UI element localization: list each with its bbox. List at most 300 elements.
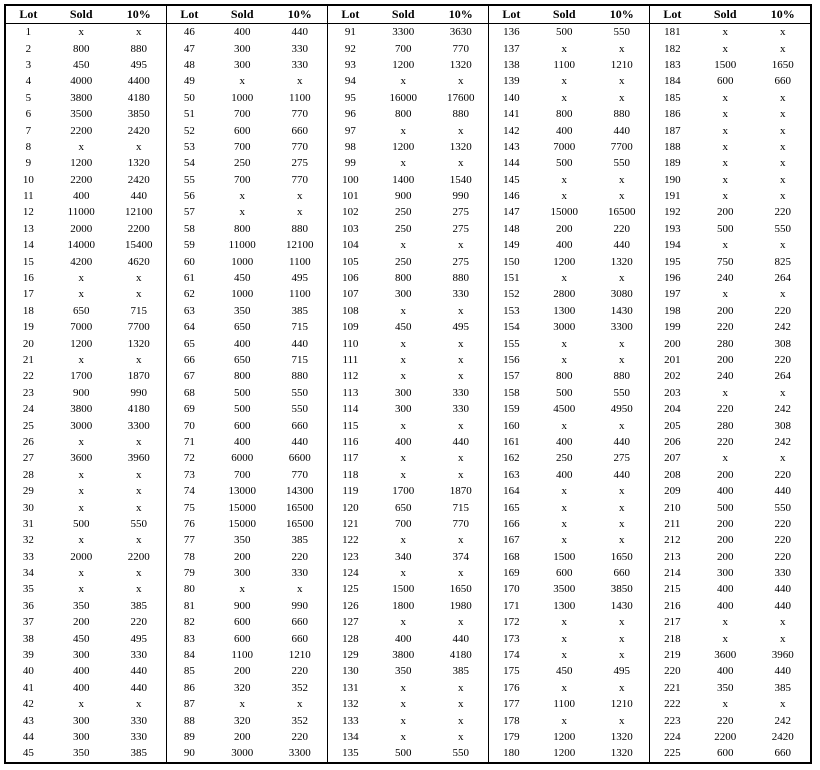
percent-cell: x (780, 239, 786, 252)
percent-cell: 242 (774, 321, 792, 334)
lot-cell: 37 (22, 616, 34, 629)
sold-cell: 650 (233, 321, 251, 334)
table-row (6, 680, 166, 696)
lot-cell: 38 (22, 632, 34, 645)
sold-cell: 15000 (228, 517, 256, 530)
table-row (167, 680, 327, 696)
percent-cell: 3850 (610, 583, 633, 596)
percent-cell: 275 (452, 206, 470, 219)
sold-cell: 16000 (389, 91, 417, 104)
table-row (167, 172, 327, 188)
table-row (328, 172, 488, 188)
table-row (6, 450, 166, 466)
lot-cell: 10 (22, 173, 34, 186)
lot-cell: 140 (503, 91, 520, 104)
sold-cell: 650 (394, 501, 412, 514)
table-row (328, 270, 488, 286)
table-row (6, 172, 166, 188)
sold-cell: 4000 (70, 75, 93, 88)
table-row (489, 139, 649, 155)
table-row (167, 221, 327, 237)
percent-header: 10% (595, 6, 649, 24)
lot-cell: 58 (183, 222, 195, 235)
sold-cell: x (239, 75, 245, 88)
percent-cell: 550 (613, 157, 631, 170)
lot-table (328, 6, 488, 762)
lot-cell: 11 (23, 190, 34, 203)
lot-sales-table (4, 4, 812, 764)
sold-cell: 200 (716, 304, 734, 317)
percent-cell: 308 (774, 337, 792, 350)
percent-cell: 275 (291, 157, 309, 170)
percent-cell: 12100 (125, 206, 153, 219)
sold-cell: 300 (716, 567, 734, 580)
percent-cell: x (458, 730, 464, 743)
percent-cell: 16500 (286, 517, 314, 530)
sold-cell: 300 (394, 386, 412, 399)
lot-cell: 103 (342, 222, 359, 235)
lot-cell: 214 (664, 567, 681, 580)
percent-cell: x (619, 714, 625, 727)
lot-cell: 137 (503, 42, 520, 55)
percent-cell: x (619, 534, 625, 547)
sold-cell: 400 (233, 26, 251, 39)
table-row (650, 499, 810, 515)
sold-cell: 3800 (70, 91, 93, 104)
table-row (489, 598, 649, 614)
table-row (328, 434, 488, 450)
table-row (489, 647, 649, 663)
percent-cell: 550 (774, 222, 792, 235)
table-row (167, 434, 327, 450)
percent-cell: x (136, 485, 142, 498)
lot-cell: 205 (664, 419, 681, 432)
percent-cell: 550 (452, 747, 470, 760)
percent-cell: 385 (291, 304, 309, 317)
percent-cell: 220 (774, 517, 792, 530)
lot-cell: 2 (25, 42, 32, 55)
table-row (489, 335, 649, 351)
sold-cell: x (400, 157, 406, 170)
table-row (489, 467, 649, 483)
sold-cell: 350 (233, 304, 251, 317)
lot-cell: 18 (22, 304, 34, 317)
lot-cell: 181 (664, 26, 681, 39)
percent-cell: x (297, 583, 303, 596)
percent-cell: 1210 (610, 698, 633, 711)
percent-cell: 2420 (127, 124, 150, 137)
table-row (328, 40, 488, 56)
table-block-2 (166, 6, 327, 762)
percent-cell: x (458, 75, 464, 88)
lot-cell: 85 (183, 665, 195, 678)
percent-cell: 440 (613, 124, 631, 137)
sold-cell: 750 (716, 255, 734, 268)
table-row (167, 155, 327, 171)
sold-cell: 280 (716, 419, 734, 432)
lot-cell: 34 (22, 567, 34, 580)
percent-cell: 825 (774, 255, 792, 268)
sold-cell: 400 (233, 337, 251, 350)
table-row (6, 90, 166, 106)
sold-cell: 2000 (70, 222, 93, 235)
lot-cell: 74 (183, 485, 195, 498)
sold-cell: x (78, 288, 84, 301)
sold-cell: x (561, 517, 567, 530)
table-row (650, 680, 810, 696)
table-row (328, 319, 488, 335)
lot-cell: 180 (503, 747, 520, 760)
sold-cell: x (722, 698, 728, 711)
lot-cell: 48 (183, 58, 195, 71)
table-row (6, 385, 166, 401)
sold-cell: x (400, 337, 406, 350)
table-row (650, 663, 810, 679)
percent-header: 10% (112, 6, 166, 24)
lot-cell: 89 (183, 730, 195, 743)
table-row (489, 417, 649, 433)
sold-cell: 600 (555, 567, 573, 580)
table-row (328, 745, 488, 761)
sold-cell: 220 (716, 403, 734, 416)
table-row (489, 729, 649, 745)
percent-cell: 1100 (289, 288, 311, 301)
sold-cell: 4200 (70, 255, 93, 268)
lot-cell: 47 (183, 42, 195, 55)
sold-cell: x (561, 485, 567, 498)
percent-cell: x (458, 370, 464, 383)
table-row (328, 24, 488, 41)
sold-cell: x (561, 75, 567, 88)
table-row (328, 352, 488, 368)
table-row (167, 90, 327, 106)
percent-cell: 4180 (449, 649, 472, 662)
table-row (489, 565, 649, 581)
sold-cell: x (400, 75, 406, 88)
table-row (650, 172, 810, 188)
sold-cell: 200 (233, 550, 251, 563)
lot-cell: 3 (25, 58, 32, 71)
table-row (650, 286, 810, 302)
table-row (167, 598, 327, 614)
percent-cell: 264 (774, 370, 792, 383)
sold-cell: 450 (72, 58, 90, 71)
percent-cell: 715 (291, 321, 309, 334)
sold-cell: 400 (716, 583, 734, 596)
percent-cell: 770 (452, 42, 470, 55)
lot-cell: 19 (22, 321, 34, 334)
lot-cell: 195 (664, 255, 681, 268)
lot-cell: 148 (503, 222, 520, 235)
sold-cell: 400 (716, 665, 734, 678)
table-row (6, 434, 166, 450)
percent-cell: 220 (774, 304, 792, 317)
lot-cell: 145 (503, 173, 520, 186)
table-row (650, 614, 810, 630)
lot-cell: 24 (22, 403, 34, 416)
lot-cell: 147 (503, 206, 520, 219)
table-row (328, 499, 488, 515)
table-row (328, 57, 488, 73)
sold-cell: x (239, 583, 245, 596)
table-row (489, 188, 649, 204)
lot-cell: 190 (664, 173, 681, 186)
lot-cell: 1 (25, 26, 32, 39)
table-row (650, 565, 810, 581)
lot-cell: 139 (503, 75, 520, 88)
sold-cell: x (78, 698, 84, 711)
percent-cell: 440 (613, 239, 631, 252)
sold-cell: 3000 (231, 747, 254, 760)
table-row (167, 139, 327, 155)
lot-cell: 202 (664, 370, 681, 383)
table-row (167, 352, 327, 368)
percent-cell: 374 (452, 550, 470, 563)
lot-cell: 92 (344, 42, 356, 55)
percent-cell: 16500 (608, 206, 636, 219)
table-row (167, 467, 327, 483)
sold-cell: 1200 (392, 58, 415, 71)
percent-cell: 440 (774, 583, 792, 596)
sold-cell: x (400, 452, 406, 465)
lot-cell: 110 (342, 337, 359, 350)
sold-cell: 1700 (70, 370, 93, 383)
percent-cell: 4180 (127, 403, 150, 416)
sold-cell: 1500 (553, 550, 576, 563)
sold-cell: 240 (716, 272, 734, 285)
percent-cell: 3080 (610, 288, 633, 301)
sold-header: Sold (534, 6, 595, 24)
percent-cell: 3850 (127, 108, 150, 121)
percent-cell: 352 (291, 681, 309, 694)
table-row (167, 237, 327, 253)
sold-cell: 200 (233, 730, 251, 743)
lot-cell: 144 (503, 157, 520, 170)
sold-cell: 1700 (392, 485, 415, 498)
lot-cell: 69 (183, 403, 195, 416)
table-row (489, 352, 649, 368)
table-row (650, 24, 810, 41)
percent-cell: x (780, 26, 786, 39)
lot-cell: 122 (342, 534, 359, 547)
lot-cell: 182 (664, 42, 681, 55)
table-row (489, 253, 649, 269)
lot-cell: 108 (342, 304, 359, 317)
table-row (489, 614, 649, 630)
sold-cell: 400 (555, 468, 573, 481)
lot-cell: 29 (22, 485, 34, 498)
table-row (328, 663, 488, 679)
lot-cell: 68 (183, 386, 195, 399)
percent-cell: x (619, 616, 625, 629)
sold-cell: x (722, 632, 728, 645)
sold-cell: x (722, 239, 728, 252)
percent-cell: 1320 (449, 140, 472, 153)
lot-cell: 35 (22, 583, 34, 596)
sold-cell: 700 (233, 140, 251, 153)
sold-cell: 650 (233, 354, 251, 366)
table-row (328, 335, 488, 351)
lot-cell: 159 (503, 403, 520, 416)
sold-cell: x (78, 567, 84, 580)
lot-cell: 129 (342, 649, 359, 662)
table-row (650, 385, 810, 401)
lot-cell: 216 (664, 599, 681, 612)
lot-cell: 191 (664, 190, 681, 203)
percent-cell: 330 (130, 730, 148, 743)
table-row (167, 24, 327, 41)
sold-cell: 6000 (231, 452, 254, 465)
table-row (489, 450, 649, 466)
percent-cell: 330 (291, 58, 309, 71)
percent-cell: x (619, 272, 625, 285)
table-row (489, 630, 649, 646)
percent-cell: x (619, 501, 625, 514)
table-row (167, 204, 327, 220)
table-row (6, 286, 166, 302)
percent-cell: 1430 (610, 304, 633, 317)
percent-cell: 2420 (771, 730, 794, 743)
sold-cell: 200 (716, 517, 734, 530)
header-row (6, 6, 166, 24)
sold-cell: 800 (394, 108, 412, 121)
sold-cell: 1100 (553, 58, 575, 71)
percent-cell: 220 (774, 550, 792, 563)
table-row (6, 630, 166, 646)
sold-cell: 1300 (553, 304, 576, 317)
percent-cell: 495 (130, 632, 148, 645)
percent-cell: x (458, 616, 464, 629)
percent-cell: 1540 (449, 173, 472, 186)
sold-cell: x (722, 157, 728, 170)
lot-cell: 83 (183, 632, 195, 645)
table-row (167, 286, 327, 302)
table-row (650, 253, 810, 269)
percent-cell: 330 (291, 567, 309, 580)
table-row (489, 499, 649, 515)
sold-cell: 400 (394, 632, 412, 645)
percent-cell: x (458, 304, 464, 317)
lot-cell: 184 (664, 75, 681, 88)
table-row (650, 303, 810, 319)
lot-cell: 27 (22, 452, 34, 465)
sold-cell: 300 (233, 58, 251, 71)
table-row (650, 647, 810, 663)
percent-cell: 3630 (449, 26, 472, 39)
table-row (167, 188, 327, 204)
table-row (328, 450, 488, 466)
table-row (167, 253, 327, 269)
table-row (6, 139, 166, 155)
percent-cell: x (458, 157, 464, 170)
lot-cell: 194 (664, 239, 681, 252)
percent-cell: 4950 (610, 403, 633, 416)
percent-cell: 2200 (127, 550, 150, 563)
percent-cell: 1980 (449, 599, 472, 612)
sold-cell: 350 (72, 747, 90, 760)
percent-cell: x (780, 42, 786, 55)
lot-cell: 114 (342, 403, 359, 416)
lot-cell: 128 (342, 632, 359, 645)
table-row (167, 581, 327, 597)
sold-cell: x (561, 173, 567, 186)
table-row (489, 319, 649, 335)
percent-cell: x (780, 698, 786, 711)
percent-cell: 3300 (127, 419, 150, 432)
table-row (6, 122, 166, 138)
table-row (6, 237, 166, 253)
lot-cell: 100 (342, 173, 359, 186)
sold-cell: 600 (233, 124, 251, 137)
table-row (489, 73, 649, 89)
lot-cell: 212 (664, 534, 681, 547)
percent-cell: x (136, 698, 142, 711)
table-row (6, 565, 166, 581)
sold-cell: x (722, 616, 728, 629)
lot-cell: 138 (503, 58, 520, 71)
table-row (489, 368, 649, 384)
lot-cell: 192 (664, 206, 681, 219)
percent-cell: x (619, 75, 625, 88)
lot-cell: 65 (183, 337, 195, 350)
lot-cell: 66 (183, 354, 195, 366)
lot-cell: 51 (183, 108, 195, 121)
lot-cell: 209 (664, 485, 681, 498)
lot-cell: 53 (183, 140, 195, 153)
lot-cell: 115 (342, 419, 359, 432)
percent-cell: x (780, 91, 786, 104)
table-row (328, 73, 488, 89)
percent-cell: x (619, 91, 625, 104)
percent-cell: 715 (452, 501, 470, 514)
percent-cell: 12100 (286, 239, 314, 252)
percent-cell: x (136, 501, 142, 514)
table-row (650, 270, 810, 286)
lot-cell: 86 (183, 681, 195, 694)
lot-cell: 200 (664, 337, 681, 350)
percent-cell: 1870 (449, 485, 472, 498)
table-block-3 (327, 6, 488, 762)
percent-cell: 220 (774, 468, 792, 481)
percent-cell: 330 (452, 288, 470, 301)
lot-cell: 81 (183, 599, 195, 612)
sold-cell: 3000 (553, 321, 576, 334)
lot-cell: 174 (503, 649, 520, 662)
table-row (167, 712, 327, 728)
sold-cell: 800 (233, 222, 251, 235)
sold-cell: x (561, 272, 567, 285)
percent-cell: 660 (774, 747, 792, 760)
lot-cell: 208 (664, 468, 681, 481)
percent-header: 10% (273, 6, 327, 24)
lot-cell: 203 (664, 386, 681, 399)
table-row (489, 516, 649, 532)
sold-cell: x (78, 534, 84, 547)
percent-cell: 440 (130, 190, 148, 203)
lot-cell: 111 (342, 354, 359, 366)
table-row (328, 598, 488, 614)
table-row (6, 712, 166, 728)
lot-cell: 7 (25, 124, 32, 137)
lot-cell: 211 (664, 517, 681, 530)
sold-cell: 700 (233, 468, 251, 481)
table-row (167, 270, 327, 286)
header-row (328, 6, 488, 24)
percent-cell: 6600 (288, 452, 311, 465)
table-row (167, 630, 327, 646)
percent-cell: 4620 (127, 255, 150, 268)
percent-cell: 3960 (127, 452, 150, 465)
